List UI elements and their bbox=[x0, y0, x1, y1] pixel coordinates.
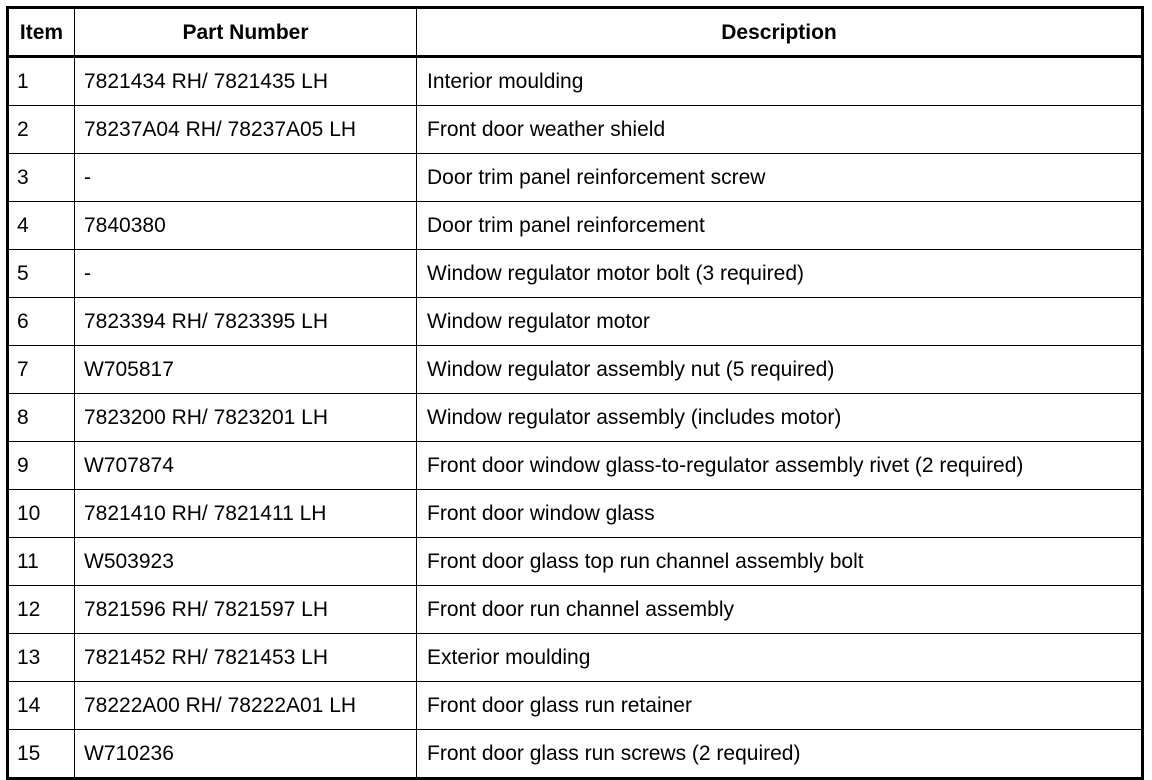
part-number-cell: 7821596 RH/ 7821597 LH bbox=[75, 586, 417, 634]
item-cell: 7 bbox=[8, 346, 75, 394]
table-row bbox=[8, 538, 1143, 586]
part-number-cell: W705817 bbox=[75, 346, 417, 394]
description-cell: Window regulator assembly (includes motor) bbox=[417, 394, 1143, 442]
table-row bbox=[8, 202, 1143, 250]
table-row bbox=[8, 442, 1143, 490]
table-row bbox=[8, 730, 1143, 779]
item-cell: 12 bbox=[8, 586, 75, 634]
part-number-cell: 78237A04 RH/ 78237A05 LH bbox=[75, 106, 417, 154]
item-cell: 4 bbox=[8, 202, 75, 250]
description-column-header: Description bbox=[417, 8, 1143, 57]
description-cell: Front door weather shield bbox=[417, 106, 1143, 154]
table-row bbox=[8, 634, 1143, 682]
table-row bbox=[8, 298, 1143, 346]
part-number-column-header: Part Number bbox=[75, 8, 417, 57]
item-cell: 3 bbox=[8, 154, 75, 202]
description-cell: Interior moulding bbox=[417, 57, 1143, 106]
description-cell: Front door run channel assembly bbox=[417, 586, 1143, 634]
table-row bbox=[8, 57, 1143, 106]
part-number-cell: 7823200 RH/ 7823201 LH bbox=[75, 394, 417, 442]
part-number-cell: 7821410 RH/ 7821411 LH bbox=[75, 490, 417, 538]
description-cell: Front door window glass-to-regulator assembly rivet (2 required) bbox=[417, 442, 1143, 490]
item-cell: 2 bbox=[8, 106, 75, 154]
table-row bbox=[8, 682, 1143, 730]
part-number-cell: W503923 bbox=[75, 538, 417, 586]
parts-table bbox=[6, 6, 1144, 780]
description-cell: Door trim panel reinforcement bbox=[417, 202, 1143, 250]
item-cell: 6 bbox=[8, 298, 75, 346]
description-cell: Exterior moulding bbox=[417, 634, 1143, 682]
part-number-cell: W710236 bbox=[75, 730, 417, 779]
item-cell: 1 bbox=[8, 57, 75, 106]
table-body bbox=[8, 57, 1143, 779]
description-cell: Front door glass run screws (2 required) bbox=[417, 730, 1143, 779]
description-cell: Window regulator assembly nut (5 required) bbox=[417, 346, 1143, 394]
part-number-cell: 7821434 RH/ 7821435 LH bbox=[75, 57, 417, 106]
description-cell: Window regulator motor bbox=[417, 298, 1143, 346]
description-cell: Window regulator motor bolt (3 required) bbox=[417, 250, 1143, 298]
item-cell: 13 bbox=[8, 634, 75, 682]
part-number-cell: 78222A00 RH/ 78222A01 LH bbox=[75, 682, 417, 730]
description-cell: Front door glass run retainer bbox=[417, 682, 1143, 730]
description-cell: Front door window glass bbox=[417, 490, 1143, 538]
item-column-header: Item bbox=[8, 8, 75, 57]
part-number-cell: 7823394 RH/ 7823395 LH bbox=[75, 298, 417, 346]
item-cell: 15 bbox=[8, 730, 75, 779]
table-row bbox=[8, 586, 1143, 634]
part-number-cell: 7821452 RH/ 7821453 LH bbox=[75, 634, 417, 682]
description-cell: Door trim panel reinforcement screw bbox=[417, 154, 1143, 202]
item-cell: 10 bbox=[8, 490, 75, 538]
item-cell: 14 bbox=[8, 682, 75, 730]
table-row bbox=[8, 106, 1143, 154]
item-cell: 9 bbox=[8, 442, 75, 490]
item-cell: 5 bbox=[8, 250, 75, 298]
part-number-cell: 7840380 bbox=[75, 202, 417, 250]
part-number-cell: - bbox=[75, 154, 417, 202]
table-header bbox=[8, 8, 1143, 57]
item-cell: 11 bbox=[8, 538, 75, 586]
description-cell: Front door glass top run channel assembly bolt bbox=[417, 538, 1143, 586]
table-row bbox=[8, 346, 1143, 394]
item-cell: 8 bbox=[8, 394, 75, 442]
table-row bbox=[8, 394, 1143, 442]
table-row bbox=[8, 154, 1143, 202]
part-number-cell: W707874 bbox=[75, 442, 417, 490]
table-row bbox=[8, 250, 1143, 298]
table-row bbox=[8, 490, 1143, 538]
header-row bbox=[8, 8, 1143, 57]
part-number-cell: - bbox=[75, 250, 417, 298]
